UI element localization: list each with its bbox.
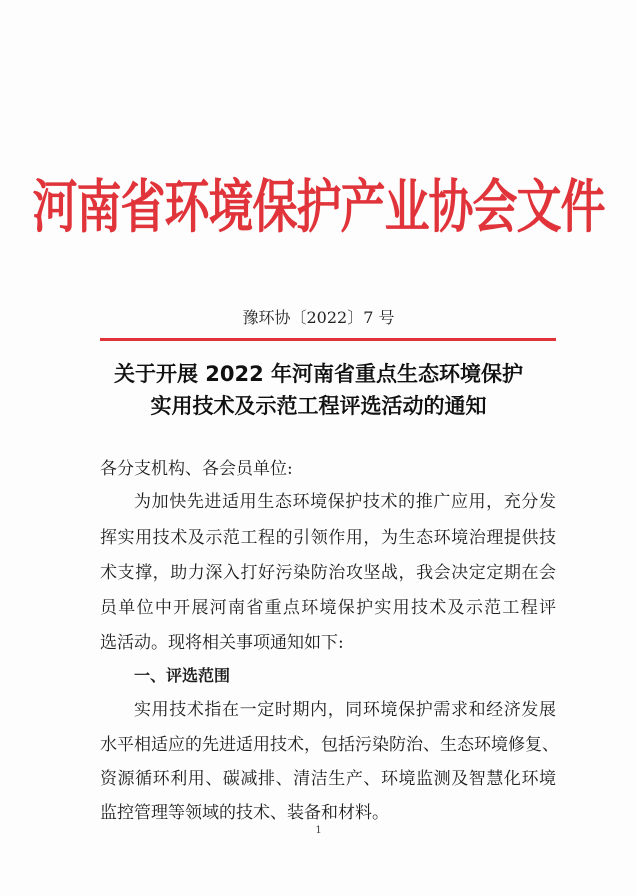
section-heading: 一、评选范围 xyxy=(134,666,231,685)
intro-line: 为加快先进适用生态环境保护技术的推广应用，充分发 xyxy=(134,492,556,512)
section-line: 实用技术指在一定时期内，同环境保护需求和经济发展 xyxy=(134,700,556,720)
page-number: 1 xyxy=(315,825,322,836)
intro-line: 挥实用技术及示范工程的引领作用，为生态环境治理提供技 xyxy=(100,528,556,548)
red-divider-rule xyxy=(100,338,556,341)
section-line: 水平相适应的先进适用技术，包括污染防治、生态环境修复、 xyxy=(100,735,559,755)
salutation: 各分支机构、各会员单位: xyxy=(100,459,293,479)
section-line: 监控管理等领域的技术、装备和材料。 xyxy=(100,803,389,823)
document-number: 豫环协〔2022〕7 号 xyxy=(242,308,395,327)
org-header-title: 河南省环境保护产业协会文件 xyxy=(32,172,605,241)
intro-line: 员单位中开展河南省重点环境保护实用技术及示范工程评 xyxy=(100,598,556,618)
notice-title-line-1: 关于开展 2022 年河南省重点生态环境保护 xyxy=(113,362,524,386)
intro-line: 选活动。现将相关事项通知如下: xyxy=(100,633,344,653)
section-line: 资源循环利用、碳减排、清洁生产、环境监测及智慧化环境 xyxy=(100,769,556,789)
intro-line: 术支撑，助力深入打好污染防治攻坚战，我会决定定期在会 xyxy=(100,563,556,583)
notice-title-line-2: 实用技术及示范工程评选活动的通知 xyxy=(150,394,487,418)
